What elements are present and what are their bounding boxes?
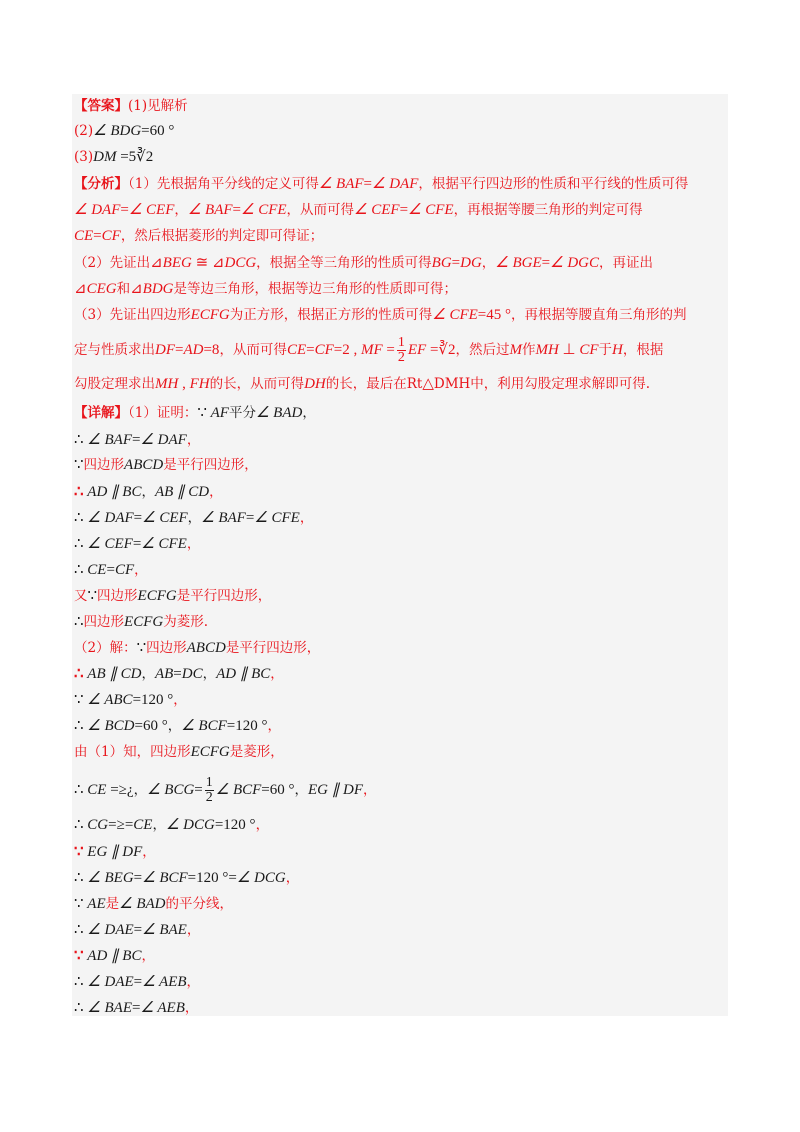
text-run: ∠ BEG xyxy=(87,870,134,886)
text-run: ∠ CFE xyxy=(141,536,187,552)
text-run: ， xyxy=(302,405,316,421)
text-run: ∵ xyxy=(74,457,84,473)
text-run: ， xyxy=(255,817,270,833)
text-run: ∠ DCG xyxy=(165,817,215,833)
text-run: ∠ CEF xyxy=(87,536,133,552)
text-line xyxy=(74,121,174,141)
text-run: ，根据平行四边形的性质和平行线的性质可得 xyxy=(418,176,689,192)
text-run: ，然后过 xyxy=(455,342,510,358)
text-run: ， xyxy=(186,974,201,990)
text-line xyxy=(74,998,198,1018)
text-run: =120 ° xyxy=(226,718,268,734)
text-run: ∠ AEB xyxy=(142,974,187,990)
text-line xyxy=(74,200,643,220)
text-run: ∠ CEF xyxy=(128,202,175,218)
text-line xyxy=(74,560,148,580)
text-run: ∴ xyxy=(74,484,88,500)
text-run: ∠ DAF xyxy=(74,202,121,218)
text-run: ABCD xyxy=(124,457,164,473)
text-run: ∴ xyxy=(74,1000,88,1016)
text-run: ECFG xyxy=(190,744,230,760)
text-run: 定与性质求出 xyxy=(74,342,155,358)
text-run: = xyxy=(131,432,141,448)
text-run: ∠ CFE xyxy=(432,307,478,323)
text-run: ∛2 xyxy=(136,149,154,165)
fraction-numerator: 1 xyxy=(397,335,405,350)
fraction xyxy=(205,776,214,805)
text-run: 是菱形， xyxy=(229,744,284,760)
text-line xyxy=(74,612,208,632)
text-run: 为正方形，根据正方形的性质可得 xyxy=(229,307,433,323)
text-run: DH xyxy=(304,376,326,392)
text-run: = xyxy=(133,870,143,886)
text-line xyxy=(74,403,316,423)
text-run: = xyxy=(363,176,372,192)
text-run: AD xyxy=(183,342,204,358)
text-run: 勾股定理求出 xyxy=(74,376,155,392)
text-run: 和 xyxy=(116,281,131,297)
text-run: ∠ BCD xyxy=(87,718,135,734)
text-run: 作 xyxy=(521,342,536,358)
text-run: ∴ xyxy=(74,614,84,630)
text-run: , xyxy=(178,376,190,392)
text-run: = xyxy=(382,342,395,358)
text-run: （1）证明： xyxy=(128,405,198,421)
text-line xyxy=(74,776,377,805)
text-run: CE xyxy=(87,562,107,578)
text-run: EG ∥ DF xyxy=(308,782,363,798)
text-run: BDG xyxy=(142,281,174,297)
text-line xyxy=(74,690,187,710)
text-run: ， xyxy=(141,484,155,500)
text-line xyxy=(74,226,323,246)
text-run: ∠ DCG xyxy=(236,870,286,886)
text-run: ∵ xyxy=(74,844,88,860)
text-run: ， xyxy=(184,1000,199,1016)
text-run: EG ∥ DF xyxy=(87,844,143,860)
text-line xyxy=(74,842,156,862)
text-run: ，然后根据菱形的判定即可得证； xyxy=(120,228,324,244)
text-run: MF xyxy=(360,342,383,358)
text-run: = xyxy=(93,228,102,244)
text-run: ∠ BAE xyxy=(142,922,187,938)
text-run: DCG xyxy=(224,255,257,271)
text-run: ， xyxy=(285,870,300,886)
text-run: =60 ° xyxy=(141,123,175,139)
text-run: MH xyxy=(155,376,179,392)
text-run: CEG xyxy=(86,281,117,297)
text-run: 是平行四边形， xyxy=(225,640,321,656)
text-run: ， xyxy=(202,666,217,682)
text-run: =5 xyxy=(116,149,137,165)
text-run: AF xyxy=(210,405,229,421)
text-run: ∠ BAF xyxy=(187,202,233,218)
text-run: ， xyxy=(363,782,377,798)
fraction xyxy=(397,336,406,365)
text-line xyxy=(74,586,271,606)
text-run: BEG xyxy=(162,255,192,271)
text-run: ，根据全等三角形的性质可得 xyxy=(256,255,432,271)
text-run: ∴ xyxy=(74,666,88,682)
text-run: AB xyxy=(154,666,174,682)
text-run: ，再根据等腰直角三角形的判 xyxy=(511,307,687,323)
text-run: =2 , xyxy=(333,342,361,358)
text-run: 【答案】 xyxy=(74,98,128,114)
text-run: ， xyxy=(152,817,166,833)
text-run: ， xyxy=(270,666,284,682)
text-run: = xyxy=(106,562,115,578)
text-run: ∠ BCG xyxy=(147,782,195,798)
text-run: ∵ xyxy=(136,640,147,656)
text-run: ∠ CFE xyxy=(254,510,300,526)
text-run: ，从而可得 xyxy=(286,202,355,218)
fraction-numerator: 1 xyxy=(205,775,213,790)
text-run: =≥¿ xyxy=(106,782,134,798)
text-run: ∴ xyxy=(74,782,88,798)
text-run: ∠ BAF xyxy=(318,176,364,192)
text-run: CF xyxy=(101,228,121,244)
text-run: MH xyxy=(535,342,559,358)
text-run: CE xyxy=(286,342,307,358)
text-line xyxy=(74,279,457,299)
text-run: 为菱形. xyxy=(163,614,209,630)
text-run: = xyxy=(232,202,242,218)
fraction-denominator: 2 xyxy=(205,790,213,805)
text-run: ∴ xyxy=(74,510,88,526)
text-run: ∠ BCF xyxy=(215,782,262,798)
text-run: 平分 xyxy=(228,405,256,421)
text-run: ， xyxy=(187,510,202,526)
text-run: ABCD xyxy=(186,640,226,656)
text-run: ∠ BAD xyxy=(255,405,303,421)
text-line xyxy=(74,742,284,762)
text-run: ∠ BAF xyxy=(201,510,246,526)
text-run: BG xyxy=(431,255,452,271)
text-run: ∠ BGE xyxy=(495,255,542,271)
text-line xyxy=(74,96,188,116)
text-run: CF xyxy=(314,342,334,358)
text-run: ECFG xyxy=(190,307,230,323)
text-run: 【详解】 xyxy=(74,405,128,421)
text-run: DM xyxy=(93,149,117,165)
text-line xyxy=(74,174,688,194)
text-run: =120 ° xyxy=(214,817,256,833)
text-run: ∠ BDG xyxy=(93,123,142,139)
text-run: ∠ BCF xyxy=(181,718,227,734)
text-run: EF xyxy=(407,342,427,358)
text-run: (2) xyxy=(74,123,94,139)
text-run: ECFG xyxy=(137,588,177,604)
text-run: ∵ xyxy=(74,948,88,964)
text-run: ∠ BAF xyxy=(87,432,132,448)
text-line xyxy=(74,716,281,736)
text-run: ， xyxy=(174,202,188,218)
text-run: FH xyxy=(189,376,210,392)
text-run: △ xyxy=(422,376,434,392)
text-run: =≥= xyxy=(108,817,134,833)
text-run: = xyxy=(120,202,129,218)
text-run: ， xyxy=(134,562,148,578)
text-run: 是 xyxy=(105,896,120,912)
text-run: ∵ xyxy=(87,588,98,604)
text-run: ∴ xyxy=(74,562,88,578)
text-run: 四边形 xyxy=(97,588,138,604)
text-line xyxy=(74,455,258,475)
text-line xyxy=(74,894,233,914)
text-run: ∠ CFE xyxy=(241,202,287,218)
text-run: ， xyxy=(294,782,308,798)
text-line xyxy=(74,815,269,835)
text-line xyxy=(74,253,653,273)
text-run: = xyxy=(133,510,143,526)
text-run: ∴ xyxy=(74,922,88,938)
text-run: ∠ ABC xyxy=(87,692,133,708)
text-run: H xyxy=(612,342,623,358)
text-run: DC xyxy=(181,666,203,682)
text-run: ，根据 xyxy=(622,342,664,358)
text-line xyxy=(74,920,200,940)
text-line xyxy=(74,534,200,554)
text-run: ∠ BAE xyxy=(87,1000,132,1016)
text-run: （1）先根据角平分线的定义可得 xyxy=(128,176,319,192)
text-run: 是平行四边形， xyxy=(176,588,272,604)
fraction-denominator: 2 xyxy=(397,350,405,365)
text-run: 四边形 xyxy=(83,614,125,630)
text-run: 又 xyxy=(74,588,88,604)
text-run: CF xyxy=(114,562,135,578)
text-run: ⊿ xyxy=(74,281,87,297)
text-run: (3) xyxy=(74,149,94,165)
text-run: ， xyxy=(133,782,148,798)
text-run: = xyxy=(399,202,409,218)
text-run: ， xyxy=(167,718,182,734)
text-line xyxy=(74,305,687,325)
text-run: ， xyxy=(141,666,155,682)
text-run: （2）解： xyxy=(74,640,137,656)
text-run: =120 ° xyxy=(132,692,174,708)
text-run: ∠ DAF xyxy=(87,510,134,526)
text-run: = xyxy=(306,342,315,358)
text-line xyxy=(74,147,153,167)
text-run: ， xyxy=(299,510,314,526)
text-run: = xyxy=(133,922,143,938)
text-run: ∴ xyxy=(74,870,88,886)
text-run: ， xyxy=(186,432,201,448)
text-run: 是平行四边形， xyxy=(163,457,258,473)
text-run: AD ∥ BC xyxy=(87,948,142,964)
text-run: ∠ DGC xyxy=(550,255,599,271)
text-line xyxy=(74,946,155,966)
text-run: ，再证出 xyxy=(599,255,653,271)
text-run: ∠ BCF xyxy=(142,870,188,886)
text-line xyxy=(74,638,320,658)
text-run: ⊿ xyxy=(130,281,143,297)
text-run: = xyxy=(451,255,461,271)
text-run: ∠ CEF xyxy=(354,202,400,218)
text-run: ，从而可得 xyxy=(219,342,287,358)
text-run: =45 ° xyxy=(477,307,512,323)
text-run: （3）先证出四边形 xyxy=(74,307,191,323)
text-run: 【分析】 xyxy=(74,176,128,192)
text-run: ∠ DAE xyxy=(87,974,134,990)
text-run: DG xyxy=(460,255,482,271)
text-run: ∛2 xyxy=(438,342,456,358)
text-run: ∠ CFE xyxy=(408,202,454,218)
text-line xyxy=(74,482,223,502)
text-run: ∵ xyxy=(74,896,88,912)
text-run: ， xyxy=(209,484,223,500)
text-run: =8 xyxy=(203,342,220,358)
text-run: CE xyxy=(74,228,94,244)
text-run: M xyxy=(509,342,522,358)
text-run: ∴ xyxy=(74,974,88,990)
text-run: =120 °= xyxy=(187,870,237,886)
text-run: ∠ DAF xyxy=(140,432,187,448)
text-run: CG xyxy=(87,817,109,833)
text-run: CF xyxy=(579,342,599,358)
text-run: ∵ xyxy=(74,692,88,708)
text-line xyxy=(74,374,650,394)
text-run: 四边形 xyxy=(146,640,187,656)
text-run: AB ∥ CD xyxy=(87,666,142,682)
text-run: =60 ° xyxy=(134,718,168,734)
text-run: = xyxy=(541,255,551,271)
text-run: 由（1）知，四边形 xyxy=(74,744,191,760)
text-run: ∠ DAE xyxy=(87,922,134,938)
text-run: 于 xyxy=(598,342,613,358)
text-run: ∴ xyxy=(74,536,88,552)
text-run: ∴ xyxy=(74,817,88,833)
text-run: ， xyxy=(186,922,201,938)
text-line xyxy=(74,508,313,528)
text-run: AD ∥ BC xyxy=(87,484,142,500)
text-run: ≅ ⊿ xyxy=(191,255,225,271)
text-run: = xyxy=(426,342,439,358)
text-run: =60 ° xyxy=(261,782,295,798)
text-run: = xyxy=(133,974,143,990)
text-run: 四边形 xyxy=(83,457,125,473)
text-line xyxy=(74,972,200,992)
text-run: AD ∥ BC xyxy=(216,666,271,682)
text-run: ， xyxy=(186,536,201,552)
text-run: ∵ xyxy=(197,405,211,421)
text-run: ⊿ xyxy=(150,255,163,271)
text-run: ⊥ xyxy=(558,342,580,358)
text-run: 的长，从而可得 xyxy=(209,376,305,392)
text-run: 是等边三角形，根据等边三角形的性质即可得； xyxy=(173,281,457,297)
text-line xyxy=(74,336,663,365)
text-run: CE xyxy=(87,782,107,798)
text-run: (1)见解析 xyxy=(128,98,188,114)
text-line xyxy=(74,664,284,684)
text-run: ∠ CEF xyxy=(142,510,188,526)
text-run: = xyxy=(194,782,203,798)
text-line xyxy=(74,430,200,450)
text-run: ， xyxy=(173,692,187,708)
text-run: AE xyxy=(87,896,106,912)
text-run: DF xyxy=(155,342,175,358)
text-run: 的平分线， xyxy=(165,896,233,912)
text-run: ∠ AEB xyxy=(140,1000,185,1016)
text-run: 的长，最后在Rt xyxy=(325,376,423,392)
text-run: （2）先证出 xyxy=(74,255,151,271)
text-run: = xyxy=(245,510,255,526)
text-run: ， xyxy=(267,718,281,734)
text-run: ， xyxy=(481,255,496,271)
text-run: = xyxy=(131,1000,141,1016)
text-run: ，再根据等腰三角形的判定可得 xyxy=(453,202,643,218)
text-run: ， xyxy=(142,844,156,860)
text-run: ， xyxy=(141,948,155,964)
text-line xyxy=(74,868,299,888)
text-run: DMH中，利用勾股定理求解即可得. xyxy=(433,376,651,392)
text-run: CE xyxy=(133,817,153,833)
text-run: AB ∥ CD xyxy=(154,484,210,500)
text-run: ∠ BAD xyxy=(119,896,166,912)
text-run: = xyxy=(173,666,182,682)
text-run: = xyxy=(175,342,184,358)
text-run: ∴ xyxy=(74,432,88,448)
text-run: = xyxy=(132,536,142,552)
text-run: ∠ DAF xyxy=(372,176,419,192)
text-run: ECFG xyxy=(124,614,164,630)
text-run: ∴ xyxy=(74,718,88,734)
